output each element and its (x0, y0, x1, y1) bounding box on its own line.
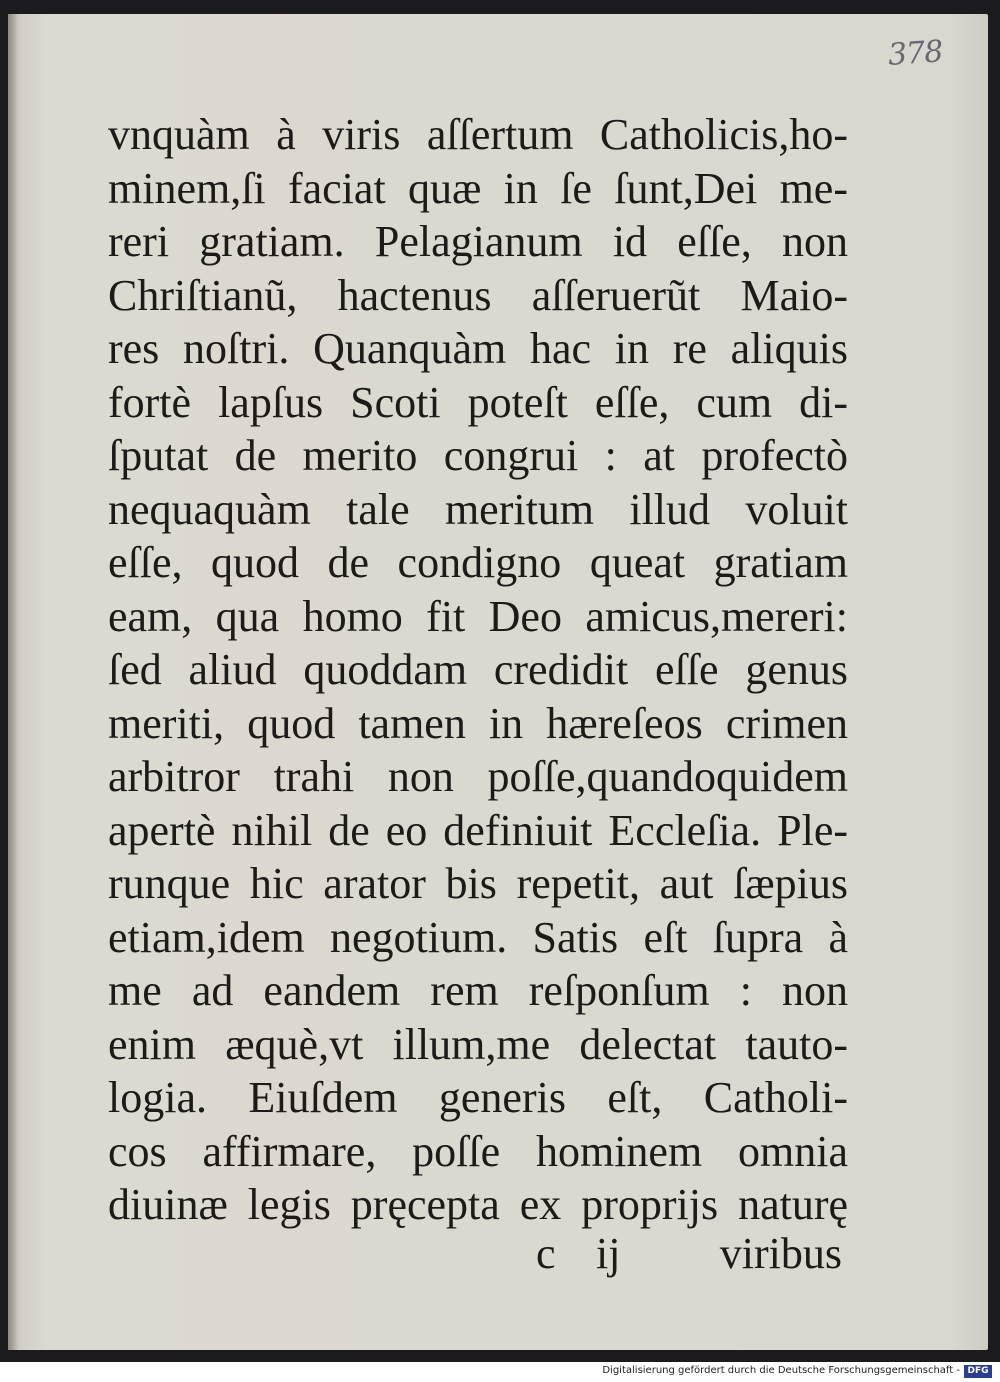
text-line: nequaquàm tale meritum illud voluit (108, 484, 848, 534)
text-line: logia. Eiuſdem generis eſt, Catholi- (108, 1073, 848, 1122)
text-line: res noſtri. Quanquàm hac in re aliquis (108, 324, 848, 373)
signature-number: ij (596, 1229, 621, 1278)
text-line: enim æquè,vt illum,me delectat tauto- (108, 1019, 848, 1069)
text-line: eam, qua homo fit Deo amicus,mereri: (108, 591, 848, 641)
text-line: cos affirmare, poſſe hominem omnia (108, 1126, 848, 1176)
signature-line (108, 1228, 848, 1288)
text-line: Chriſtianũ, hactenus aſſeruerũt Maio- (108, 270, 848, 320)
text-line: ſputat de merito congrui : at profectò (108, 431, 848, 480)
text-line: apertè nihil de eo definiuit Eccleſia. Ple- (108, 805, 848, 855)
catchword: viribus (719, 1229, 842, 1278)
footer-bar (0, 1362, 1000, 1382)
spine-shadow (8, 14, 18, 1350)
text-line: me ad eandem rem reſponſum : non (108, 966, 848, 1015)
text-line: meriti, quod tamen in hæreſeos crimen (108, 698, 848, 748)
text-line: fortè lapſus Scoti poteſt eſſe, cum di- (108, 377, 848, 427)
text-line: diuinæ legis pręcepta ex proprijs naturę (108, 1180, 848, 1229)
folio-number: 378 (886, 34, 944, 73)
text-line: etiam,idem negotium. Satis eſt ſupra à (108, 912, 848, 962)
text-line: runque hic arator bis repetit, aut ſæpius (108, 859, 848, 908)
text-line: arbitror trahi non poſſe,quandoquidem (108, 752, 848, 801)
book-page (8, 14, 988, 1350)
text-line: ſed aliud quoddam credidit eſſe genus (108, 645, 848, 694)
dfg-logo-icon: DFG (964, 1365, 992, 1378)
text-line: reri gratiam. Pelagianum id eſſe, non (108, 217, 848, 266)
text-line: vnquàm à viris aſſertum Catholicis,ho- (108, 110, 848, 159)
text-line: minem,ſi faciat quæ in ſe ſunt,Dei me- (108, 163, 848, 213)
signature-mark: c (536, 1229, 556, 1278)
text-block (108, 108, 848, 1232)
text-line: eſſe, quod de condigno queat gratiam (108, 538, 848, 587)
funding-credit: Digitalisierung gefördert durch die Deutsche Forschungsgemeinschaft - (602, 1365, 960, 1376)
